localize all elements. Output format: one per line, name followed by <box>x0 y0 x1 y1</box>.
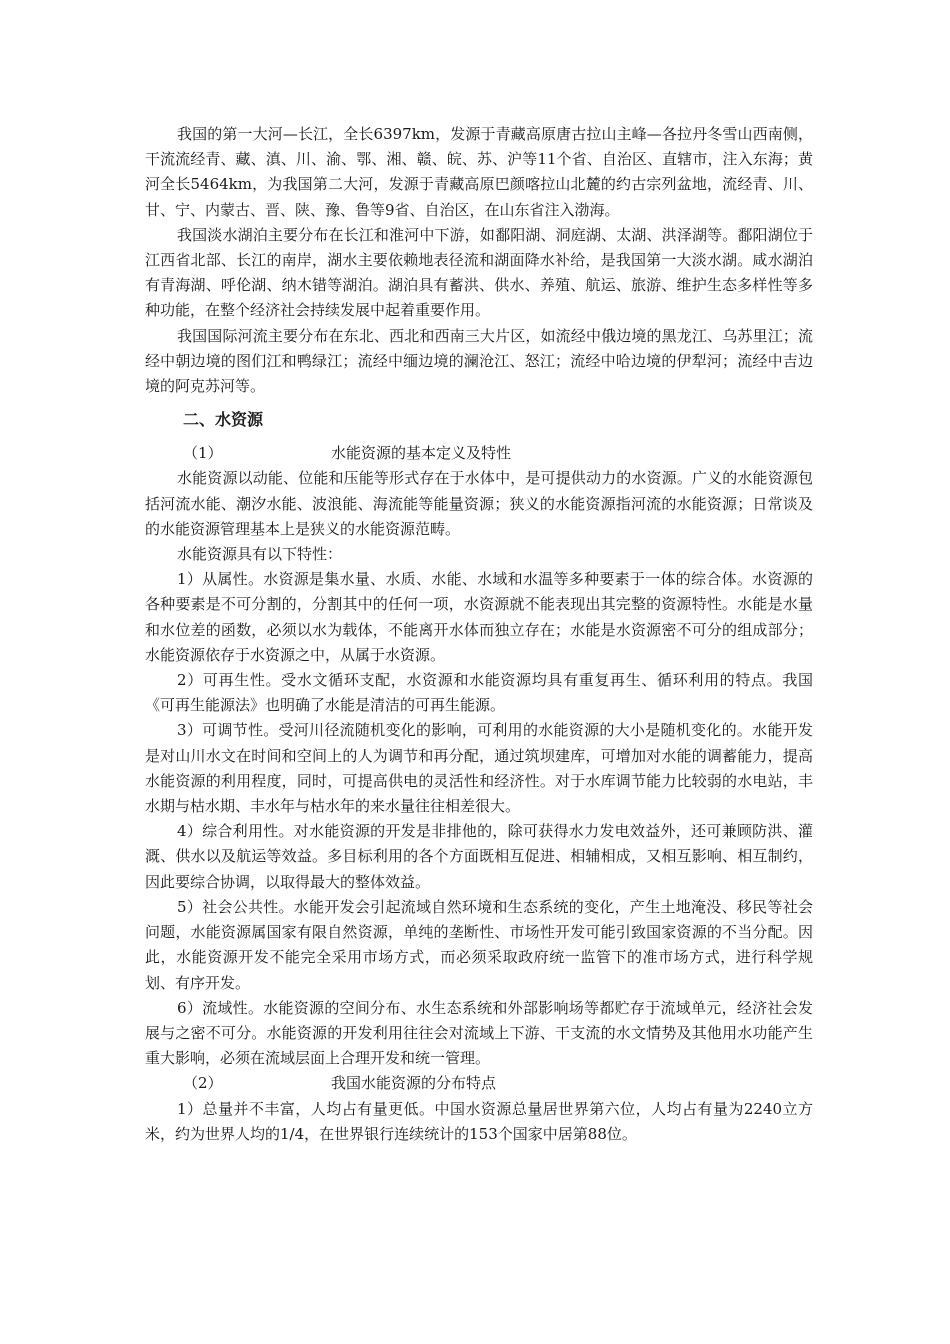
paragraph-rivers: 我国的第一大河—长江，全长6397km，发源于青藏高原唐古拉山主峰—各拉丹冬雪山西南侧，干流流经青、藏、滇、川、渝、鄂、湘、赣、皖、苏、沪等11个省、自治区、直辖市，注入东海；黄河全长5464km，为我国第二大河，发源于青藏高原巴颜喀拉山北麓的约古宗列盆地，流经青、川、甘、宁、内蒙古、晋、陕、豫、鲁等9省、自治区，在山东省注入渤海。 <box>145 125 813 219</box>
subsection-1-number: （1） <box>183 444 223 463</box>
paragraph-trait-5: 5）社会公共性。水能开发会引起流域自然环境和生态系统的变化，产生土地淹没、移民等社会问题，水能资源属国家有限自然资源，单纯的垄断性、市场性开发可能引致国家资源的不当分配。因此，水能资源开发不能完全采用市场方式，而必须采取政府统一监管下的准市场方式，进行科学规划、有序开发。 <box>145 897 813 992</box>
subsection-2-title: 我国水能资源的分布特点 <box>331 1074 497 1093</box>
paragraph-distribution-1: 1）总量并不丰富，人均占有量更低。中国水资源总量居世界第六位，人均占有量为2240立方米，约为世界人均的1/4，在世界银行连续统计的153个国家中居第88位。 <box>145 1099 813 1143</box>
paragraph-trait-1: 1）从属性。水资源是集水量、水质、水能、水域和水温等多种要素于一体的综合体。水资源的各种要素是不可分割的，分割其中的任何一项，水资源就不能表现出其完整的资源特性。水能是水量和水位差的函数，必须以水为载体，不能离开水体而独立存在；水能是水资源密不可分的组成部分；水能资源依存于水资源之中，从属于水资源。 <box>145 570 813 664</box>
paragraph-lakes: 我国淡水湖泊主要分布在长江和淮河中下游，如鄱阳湖、洞庭湖、太湖、洪泽湖等。鄱阳湖位于江西省北部、长江的南岸，湖水主要依赖地表径流和湖面降水补给，是我国第一大淡水湖。咸水湖泊有青海湖、呼伦湖、纳木错等湖泊。湖泊具有蓄洪、供水、养殖、航运、旅游、维护生态多样性等多种功能，在整个经济社会持续发展中起着重要作用。 <box>145 225 813 320</box>
subsection-2-number: （2） <box>183 1074 223 1093</box>
paragraph-trait-6: 6）流域性。水能资源的空间分布、水生态系统和外部影响场等都贮存于流域单元，经济社会发展与之密不可分。水能资源的开发利用往往会对流域上下游、干支流的水文情势及其他用水功能产生重大影响，必须在流域层面上合理开发和统一管理。 <box>145 998 813 1068</box>
paragraph-trait-2: 2）可再生性。受水文循环支配，水资源和水能资源均具有重复再生、循环利用的特点。我国《可再生能源法》也明确了水能是清洁的可再生能源。 <box>145 671 813 715</box>
subsection-1 <box>145 441 813 466</box>
paragraph-trait-4: 4）综合利用性。对水能资源的开发是非排他的，除可获得水力发电效益外，还可兼顾防洪、灌溉、供水以及航运等效益。多目标利用的各个方面既相互促进、相辅相成，又相互影响、相互制约，因此要综合协调，以取得最大的整体效益。 <box>145 822 813 891</box>
paragraph-trait-3: 3）可调节性。受河川径流随机变化的影响，可利用的水能资源的大小是随机变化的。水能开发是对山川水文在时间和空间上的人为调节和再分配，通过筑坝建库，可增加对水能的调蓄能力，提高水能资源的利用程度，同时，可提高供电的灵活性和经济性。对于水库调节能力比较弱的水电站，丰水期与枯水期、丰水年与枯水年的来水量往往相差很大。 <box>145 721 813 816</box>
subsection-1-title: 水能资源的基本定义及特性 <box>331 444 512 463</box>
paragraph-international-rivers: 我国国际河流主要分布在东北、西北和西南三大片区，如流经中俄边境的黑龙江、乌苏里江；流经中朝边境的图们江和鸭绿江；流经中缅边境的澜沧江、怒江；流经中哈边境的伊犁河；流经中吉边境的阿克苏河等。 <box>145 326 813 396</box>
document-page <box>145 122 813 1147</box>
subsection-2 <box>145 1071 813 1096</box>
section-heading: 二、水资源 <box>183 410 264 430</box>
paragraph-characteristics-intro: 水能资源具有以下特性： <box>177 545 343 564</box>
paragraph-definition: 水能资源以动能、位能和压能等形式存在于水体中，是可提供动力的水资源。广义的水能资源包括河流水能、潮汐水能、波浪能、海流能等能量资源；狭义的水能资源指河流的水能资源；日常谈及的水能资源管理基本上是狭义的水能资源范畴。 <box>145 469 813 538</box>
